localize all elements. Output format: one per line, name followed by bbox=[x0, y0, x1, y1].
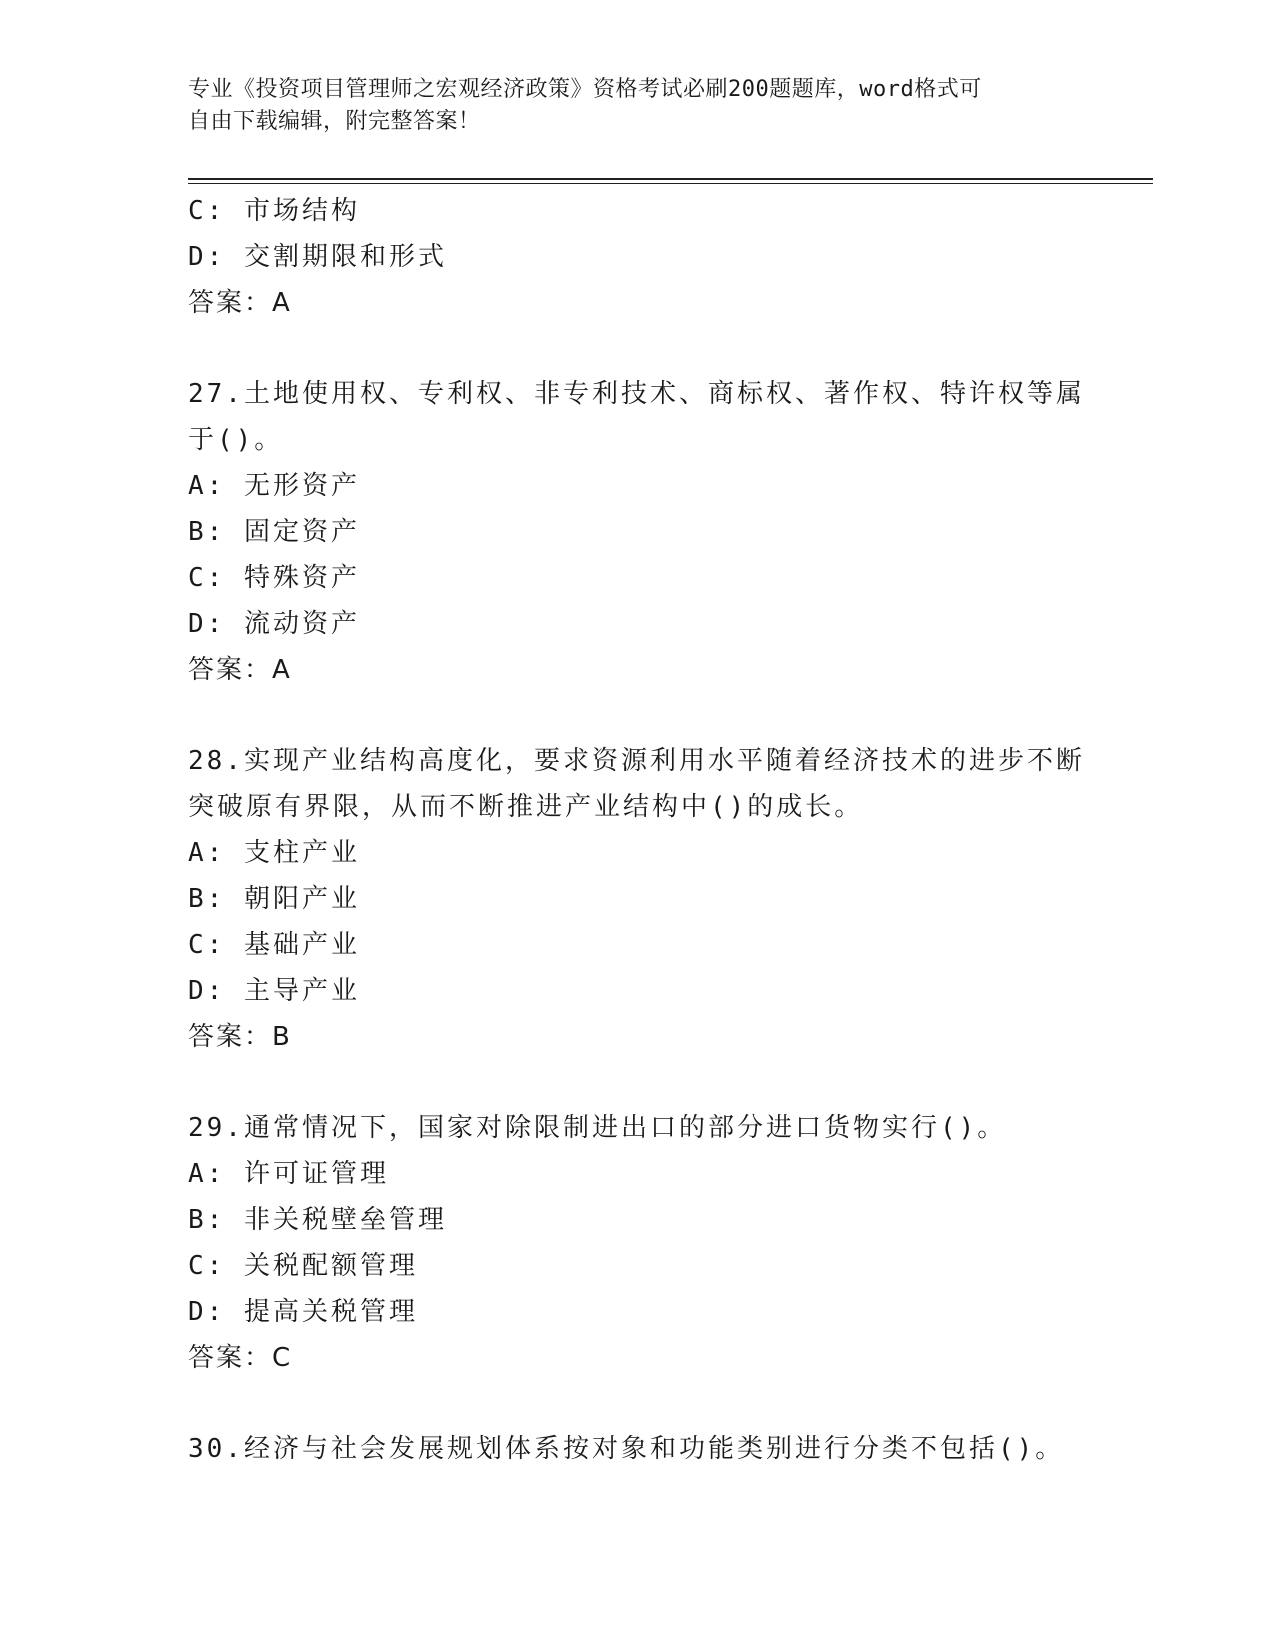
option-d: D: 主导产业 bbox=[188, 976, 360, 1006]
option-b: B: 朝阳产业 bbox=[188, 884, 360, 914]
option-b: B: 非关税壁垒管理 bbox=[188, 1205, 447, 1235]
header-divider bbox=[188, 178, 1153, 184]
question-stem: 28.实现产业结构高度化，要求资源利用水平随着经济技术的进步不断 bbox=[188, 746, 1085, 776]
question-stem: 29.通常情况下，国家对除限制进出口的部分进口货物实行()。 bbox=[188, 1113, 1007, 1143]
option-b: B: 固定资产 bbox=[188, 517, 360, 547]
document-page bbox=[188, 0, 1153, 1650]
question-28 bbox=[188, 738, 1088, 1060]
question-29 bbox=[188, 1105, 1088, 1381]
question-stem-cont: 于()。 bbox=[188, 425, 284, 455]
option-a: A: 许可证管理 bbox=[188, 1159, 389, 1189]
question-27 bbox=[188, 371, 1088, 693]
option-a: A: 无形资产 bbox=[188, 471, 360, 501]
option-a: A: 支柱产业 bbox=[188, 838, 360, 868]
header-line-2: 自由下载编辑，附完整答案！ bbox=[188, 109, 481, 134]
option-d: D: 流动资产 bbox=[188, 609, 360, 639]
answer-line: 答案：A bbox=[188, 288, 292, 318]
answer-line: 答案：B bbox=[188, 1022, 292, 1052]
option-d: D: 交割期限和形式 bbox=[188, 242, 447, 272]
option-c: C: 关税配额管理 bbox=[188, 1251, 418, 1281]
question-body bbox=[188, 188, 1088, 1472]
answer-line: 答案：C bbox=[188, 1343, 293, 1373]
question-30 bbox=[188, 1426, 1088, 1472]
option-c: C: 市场结构 bbox=[188, 196, 360, 226]
option-c: C: 特殊资产 bbox=[188, 563, 360, 593]
question-stem: 27.土地使用权、专利权、非专利技术、商标权、著作权、特许权等属 bbox=[188, 379, 1085, 409]
header-line-1: 专业《投资项目管理师之宏观经济政策》资格考试必刷200题题库，word格式可 bbox=[188, 77, 982, 102]
question-26-tail bbox=[188, 188, 1088, 326]
option-c: C: 基础产业 bbox=[188, 930, 360, 960]
question-stem: 30.经济与社会发展规划体系按对象和功能类别进行分类不包括()。 bbox=[188, 1434, 1065, 1464]
question-stem-cont: 突破原有界限，从而不断推进产业结构中()的成长。 bbox=[188, 792, 864, 822]
answer-line: 答案：A bbox=[188, 655, 292, 685]
option-d: D: 提高关税管理 bbox=[188, 1297, 418, 1327]
document-header bbox=[188, 74, 1068, 138]
